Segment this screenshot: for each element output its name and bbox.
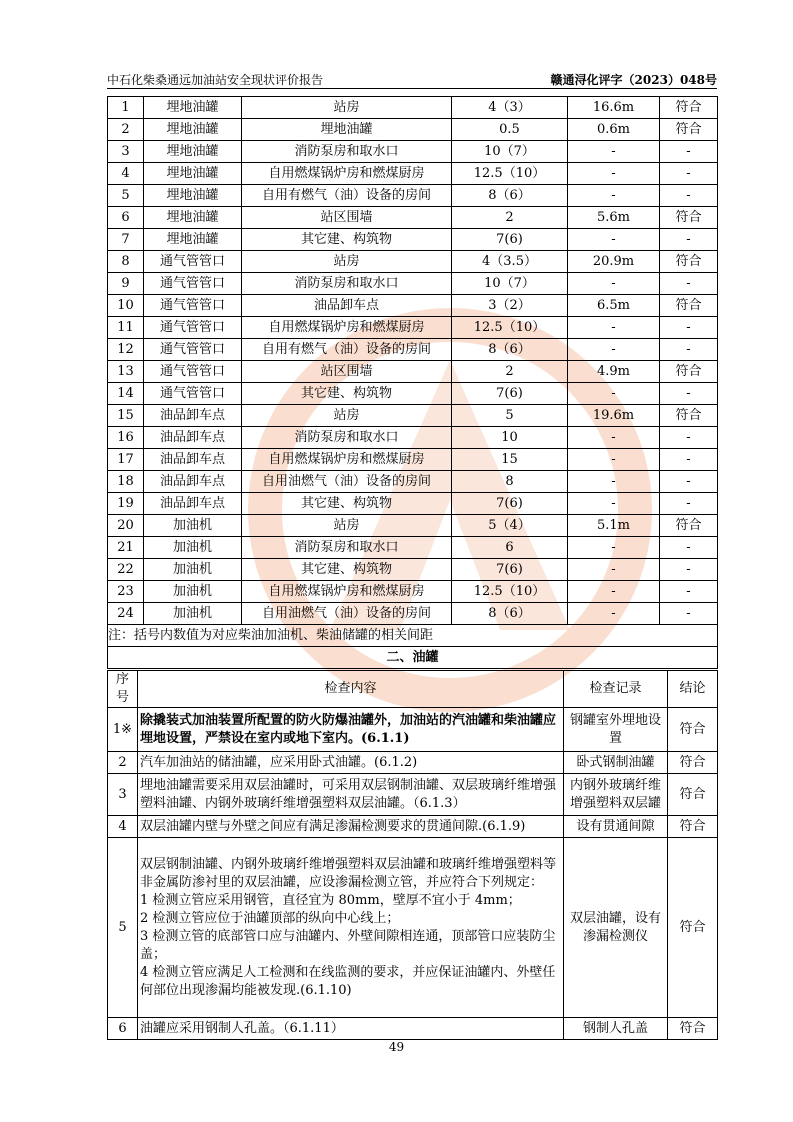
cell-res: 符合	[660, 207, 718, 229]
cell-res: -	[660, 383, 718, 405]
cell-std: 12.5（10）	[452, 163, 568, 185]
cell-act: -	[568, 383, 660, 405]
cell-a: 通气管管口	[144, 251, 242, 273]
cell-a: 油品卸车点	[144, 449, 242, 471]
table-row	[108, 163, 718, 185]
cell-no: 2	[108, 119, 144, 141]
cell-std: 10（7）	[452, 141, 568, 163]
cell-b: 自用油燃气（油）设备的房间	[242, 603, 452, 625]
cell-no: 7	[108, 229, 144, 251]
cell-std: 8（6）	[452, 339, 568, 361]
cell-res: -	[660, 559, 718, 581]
cell-res: 符合	[660, 97, 718, 119]
cell-no: 4	[108, 163, 144, 185]
cell-std: 5	[452, 405, 568, 427]
tank-inspection-table	[107, 670, 718, 1040]
table-note: 注：括号内数值为对应柴油加油机、柴油储罐的相关间距	[108, 625, 718, 647]
cell-no: 19	[108, 493, 144, 515]
cell-a: 油品卸车点	[144, 471, 242, 493]
row-record: 内钢外玻璃纤维增强塑料双层罐	[564, 774, 668, 816]
cell-std: 12.5（10）	[452, 581, 568, 603]
cell-res: -	[660, 185, 718, 207]
table-row	[108, 383, 718, 405]
row-content: 油罐应采用钢制人孔盖。（6.1.11）	[138, 1018, 564, 1040]
cell-act: 16.6m	[568, 97, 660, 119]
cell-b: 自用有燃气（油）设备的房间	[242, 185, 452, 207]
cell-std: 6	[452, 537, 568, 559]
cell-act: -	[568, 185, 660, 207]
cell-act: 6.5m	[568, 295, 660, 317]
row-no: 4	[108, 816, 138, 838]
cell-act: -	[568, 229, 660, 251]
cell-a: 埋地油罐	[144, 207, 242, 229]
cell-b: 站房	[242, 97, 452, 119]
cell-b: 自用油燃气（油）设备的房间	[242, 471, 452, 493]
row-result: 符合	[668, 1018, 718, 1040]
row-result: 符合	[668, 816, 718, 838]
cell-a: 埋地油罐	[144, 163, 242, 185]
cell-no: 15	[108, 405, 144, 427]
cell-res: -	[660, 317, 718, 339]
cell-act: 4.9m	[568, 361, 660, 383]
page-number: 49	[388, 1040, 405, 1054]
cell-no: 18	[108, 471, 144, 493]
row-record: 钢制人孔盖	[564, 1018, 668, 1040]
cell-act: -	[568, 427, 660, 449]
cell-std: 7(6)	[452, 493, 568, 515]
cell-no: 16	[108, 427, 144, 449]
cell-a: 加油机	[144, 581, 242, 603]
table-row	[108, 251, 718, 273]
report-title: 中石化柴桑通远加油站安全现状评价报告	[107, 73, 324, 87]
cell-b: 站房	[242, 251, 452, 273]
content-line: 2 检测立管应位于油罐顶部的纵向中心线上；	[140, 910, 400, 926]
cell-res: -	[660, 163, 718, 185]
cell-b: 消防泵房和取水口	[242, 273, 452, 295]
table-row	[108, 273, 718, 295]
cell-b: 其它建、构筑物	[242, 383, 452, 405]
table-row	[108, 471, 718, 493]
header-no: 序号	[108, 671, 138, 708]
cell-b: 消防泵房和取水口	[242, 427, 452, 449]
row-content	[138, 838, 564, 1018]
cell-a: 通气管管口	[144, 383, 242, 405]
cell-a: 油品卸车点	[144, 493, 242, 515]
cell-std: 15	[452, 449, 568, 471]
cell-std: 4（3.5）	[452, 251, 568, 273]
cell-res: -	[660, 581, 718, 603]
cell-a: 加油机	[144, 515, 242, 537]
table-row	[108, 361, 718, 383]
safety-distance-table	[107, 96, 718, 669]
cell-act: -	[568, 317, 660, 339]
row-content: 双层油罐内壁与外壁之间应有满足渗漏检测要求的贯通间隙.(6.1.9)	[138, 816, 564, 838]
table-row	[108, 581, 718, 603]
cell-no: 22	[108, 559, 144, 581]
cell-act: 19.6m	[568, 405, 660, 427]
cell-no: 6	[108, 207, 144, 229]
cell-std: 2	[452, 361, 568, 383]
table-row	[108, 493, 718, 515]
cell-no: 13	[108, 361, 144, 383]
row-record: 双层油罐，设有渗漏检测仪	[564, 838, 668, 1018]
cell-b: 其它建、构筑物	[242, 493, 452, 515]
row-no: 3	[108, 774, 138, 816]
cell-res: 符合	[660, 295, 718, 317]
cell-no: 24	[108, 603, 144, 625]
table-row	[108, 537, 718, 559]
cell-no: 23	[108, 581, 144, 603]
table-row	[108, 339, 718, 361]
cell-a: 通气管管口	[144, 339, 242, 361]
cell-b: 自用燃煤锅炉房和燃煤厨房	[242, 449, 452, 471]
cell-b: 自用有燃气（油）设备的房间	[242, 339, 452, 361]
cell-b: 油品卸车点	[242, 295, 452, 317]
cell-b: 站区围墙	[242, 361, 452, 383]
cell-act: -	[568, 581, 660, 603]
table-row	[108, 141, 718, 163]
cell-act: 5.6m	[568, 207, 660, 229]
cell-a: 加油机	[144, 559, 242, 581]
cell-act: -	[568, 163, 660, 185]
cell-no: 10	[108, 295, 144, 317]
cell-res: 符合	[660, 251, 718, 273]
cell-b: 自用燃煤锅炉房和燃煤厨房	[242, 581, 452, 603]
cell-no: 14	[108, 383, 144, 405]
table-row	[108, 515, 718, 537]
cell-act: -	[568, 273, 660, 295]
row-result: 符合	[668, 774, 718, 816]
table-row	[108, 559, 718, 581]
row-record: 设有贯通间隙	[564, 816, 668, 838]
row-content: 埋地油罐需要采用双层油罐时，可采用双层钢制油罐、双层玻璃纤维增强塑料油罐、内钢外玻璃纤维增强塑料双层油罐。（6.1.3）	[138, 774, 564, 816]
table-row	[108, 405, 718, 427]
cell-no: 12	[108, 339, 144, 361]
row-no: 2	[108, 752, 138, 774]
cell-b: 自用燃煤锅炉房和燃煤厨房	[242, 317, 452, 339]
report-number: 赣通浔化评字（2023）048号	[550, 73, 717, 87]
row-result: 符合	[668, 708, 718, 752]
cell-std: 2	[452, 207, 568, 229]
cell-a: 埋地油罐	[144, 141, 242, 163]
row-record: 卧式钢制油罐	[564, 752, 668, 774]
cell-res: -	[660, 603, 718, 625]
cell-act: -	[568, 603, 660, 625]
cell-b: 自用燃煤锅炉房和燃煤厨房	[242, 163, 452, 185]
cell-act: -	[568, 449, 660, 471]
cell-act: -	[568, 141, 660, 163]
cell-a: 通气管管口	[144, 295, 242, 317]
cell-a: 埋地油罐	[144, 97, 242, 119]
cell-a: 油品卸车点	[144, 405, 242, 427]
cell-std: 8（6）	[452, 185, 568, 207]
cell-res: -	[660, 537, 718, 559]
cell-act: 20.9m	[568, 251, 660, 273]
cell-std: 3（2）	[452, 295, 568, 317]
header-result: 结论	[668, 671, 718, 708]
cell-res: -	[660, 493, 718, 515]
content-line: 4 检测立管应满足人工检测和在线监测的要求，并应保证油罐内、外壁任何部位出现渗漏均能被发现.(6.1.10)	[140, 964, 556, 998]
cell-b: 埋地油罐	[242, 119, 452, 141]
cell-act: 5.1m	[568, 515, 660, 537]
cell-std: 10（7）	[452, 273, 568, 295]
cell-act: -	[568, 471, 660, 493]
table-row	[108, 119, 718, 141]
cell-a: 加油机	[144, 603, 242, 625]
cell-no: 9	[108, 273, 144, 295]
cell-res: 符合	[660, 515, 718, 537]
cell-std: 7(6)	[452, 559, 568, 581]
cell-res: -	[660, 229, 718, 251]
table-row	[108, 427, 718, 449]
table-row	[108, 229, 718, 251]
row-no: 5	[108, 838, 138, 1018]
cell-b: 其它建、构筑物	[242, 229, 452, 251]
page-header	[107, 70, 717, 89]
cell-b: 站房	[242, 405, 452, 427]
row-content: 汽车加油站的储油罐，应采用卧式油罐。(6.1.2)	[138, 752, 564, 774]
cell-no: 17	[108, 449, 144, 471]
cell-a: 埋地油罐	[144, 229, 242, 251]
row-record: 钢罐室外埋地设置	[564, 708, 668, 752]
cell-std: 7(6)	[452, 229, 568, 251]
cell-res: -	[660, 449, 718, 471]
row-content: 除撬装式加油装置所配置的防火防爆油罐外，加油站的汽油罐和柴油罐应埋地设置，严禁设在室内或地下室内。(6.1.1)	[138, 708, 564, 752]
cell-no: 5	[108, 185, 144, 207]
table-row	[108, 97, 718, 119]
cell-std: 8（6）	[452, 603, 568, 625]
table-row	[108, 317, 718, 339]
cell-std: 8	[452, 471, 568, 493]
cell-std: 7(6)	[452, 383, 568, 405]
header-record: 检查记录	[564, 671, 668, 708]
cell-no: 8	[108, 251, 144, 273]
cell-no: 1	[108, 97, 144, 119]
cell-b: 消防泵房和取水口	[242, 537, 452, 559]
cell-act: 0.6m	[568, 119, 660, 141]
cell-a: 加油机	[144, 537, 242, 559]
row-no: 1※	[108, 708, 138, 752]
cell-no: 20	[108, 515, 144, 537]
cell-b: 其它建、构筑物	[242, 559, 452, 581]
content-line: 3 检测立管的底部管口应与油罐内、外壁间隙相连通，顶部管口应装防尘盖；	[140, 928, 556, 962]
table-row	[108, 185, 718, 207]
cell-no: 3	[108, 141, 144, 163]
cell-res: -	[660, 427, 718, 449]
cell-b: 站区围墙	[242, 207, 452, 229]
cell-res: -	[660, 339, 718, 361]
cell-no: 21	[108, 537, 144, 559]
cell-std: 5（4）	[452, 515, 568, 537]
cell-b: 消防泵房和取水口	[242, 141, 452, 163]
cell-a: 油品卸车点	[144, 427, 242, 449]
cell-res: 符合	[660, 119, 718, 141]
row-no: 6	[108, 1018, 138, 1040]
cell-act: -	[568, 493, 660, 515]
cell-a: 通气管管口	[144, 361, 242, 383]
table-row	[108, 449, 718, 471]
row-result: 符合	[668, 838, 718, 1018]
content-line: 双层钢制油罐、内钢外玻璃纤维增强塑料双层油罐和玻璃纤维增强塑料等非金属防渗衬里的双层油罐，应设渗漏检测立管，并应符合下列规定：	[140, 856, 557, 890]
content-line: 1 检测立管应采用钢管，直径宜为 80mm，壁厚不宜小于 4mm；	[140, 892, 521, 908]
cell-res: 符合	[660, 361, 718, 383]
cell-std: 4（3）	[452, 97, 568, 119]
cell-std: 12.5（10）	[452, 317, 568, 339]
cell-std: 0.5	[452, 119, 568, 141]
cell-act: -	[568, 537, 660, 559]
cell-res: -	[660, 273, 718, 295]
cell-b: 站房	[242, 515, 452, 537]
header-content: 检查内容	[138, 671, 564, 708]
cell-a: 通气管管口	[144, 317, 242, 339]
cell-a: 埋地油罐	[144, 185, 242, 207]
cell-std: 10	[452, 427, 568, 449]
cell-res: -	[660, 471, 718, 493]
table-row	[108, 295, 718, 317]
cell-a: 通气管管口	[144, 273, 242, 295]
cell-act: -	[568, 559, 660, 581]
cell-no: 11	[108, 317, 144, 339]
section-title: 二、油罐	[108, 647, 718, 669]
cell-res: -	[660, 141, 718, 163]
cell-a: 埋地油罐	[144, 119, 242, 141]
row-result: 符合	[668, 752, 718, 774]
cell-res: 符合	[660, 405, 718, 427]
table-row	[108, 207, 718, 229]
cell-act: -	[568, 339, 660, 361]
table-row	[108, 603, 718, 625]
